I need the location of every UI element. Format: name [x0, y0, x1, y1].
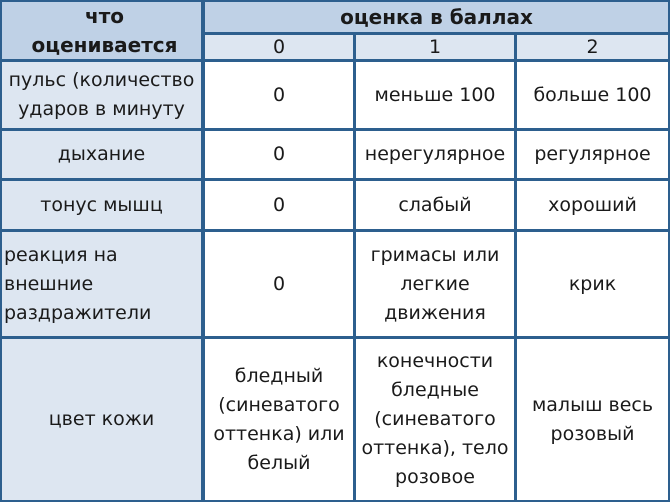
breathing-score-1: нерегулярное	[356, 131, 514, 178]
skin-color-score-1: конечности бледные (синеватого оттенка), тело розовое	[356, 339, 514, 500]
reflex-score-0: 0	[205, 232, 353, 336]
criterion-breathing: дыхание	[2, 131, 201, 178]
score-1-header: 1	[356, 35, 514, 59]
criterion-skin-color: цвет кожи	[2, 339, 201, 500]
skin-color-score-2: малыш весь розовый	[517, 339, 668, 500]
pulse-score-0: 0	[205, 62, 353, 128]
muscle-tone-score-0: 0	[205, 181, 353, 229]
pulse-score-1: меньше 100	[356, 62, 514, 128]
criterion-pulse: пульс (количество ударов в минуту	[2, 62, 201, 128]
muscle-tone-score-1: слабый	[356, 181, 514, 229]
criterion-reflex: реакция на внешние раздражители	[2, 232, 201, 336]
pulse-score-2: больше 100	[517, 62, 668, 128]
reflex-score-1: гримасы или легкие движения	[356, 232, 514, 336]
score-0-header: 0	[205, 35, 353, 59]
breathing-score-0: 0	[205, 131, 353, 178]
score-2-header: 2	[517, 35, 668, 59]
criterion-muscle-tone: тонус мышц	[2, 181, 201, 229]
criterion-header: что оценивается	[2, 2, 201, 59]
reflex-score-2: крик	[517, 232, 668, 336]
breathing-score-2: регулярное	[517, 131, 668, 178]
muscle-tone-score-2: хороший	[517, 181, 668, 229]
score-header: оценка в баллах	[205, 2, 668, 32]
skin-color-score-0: бледный (синеватого оттенка) или белый	[205, 339, 353, 500]
